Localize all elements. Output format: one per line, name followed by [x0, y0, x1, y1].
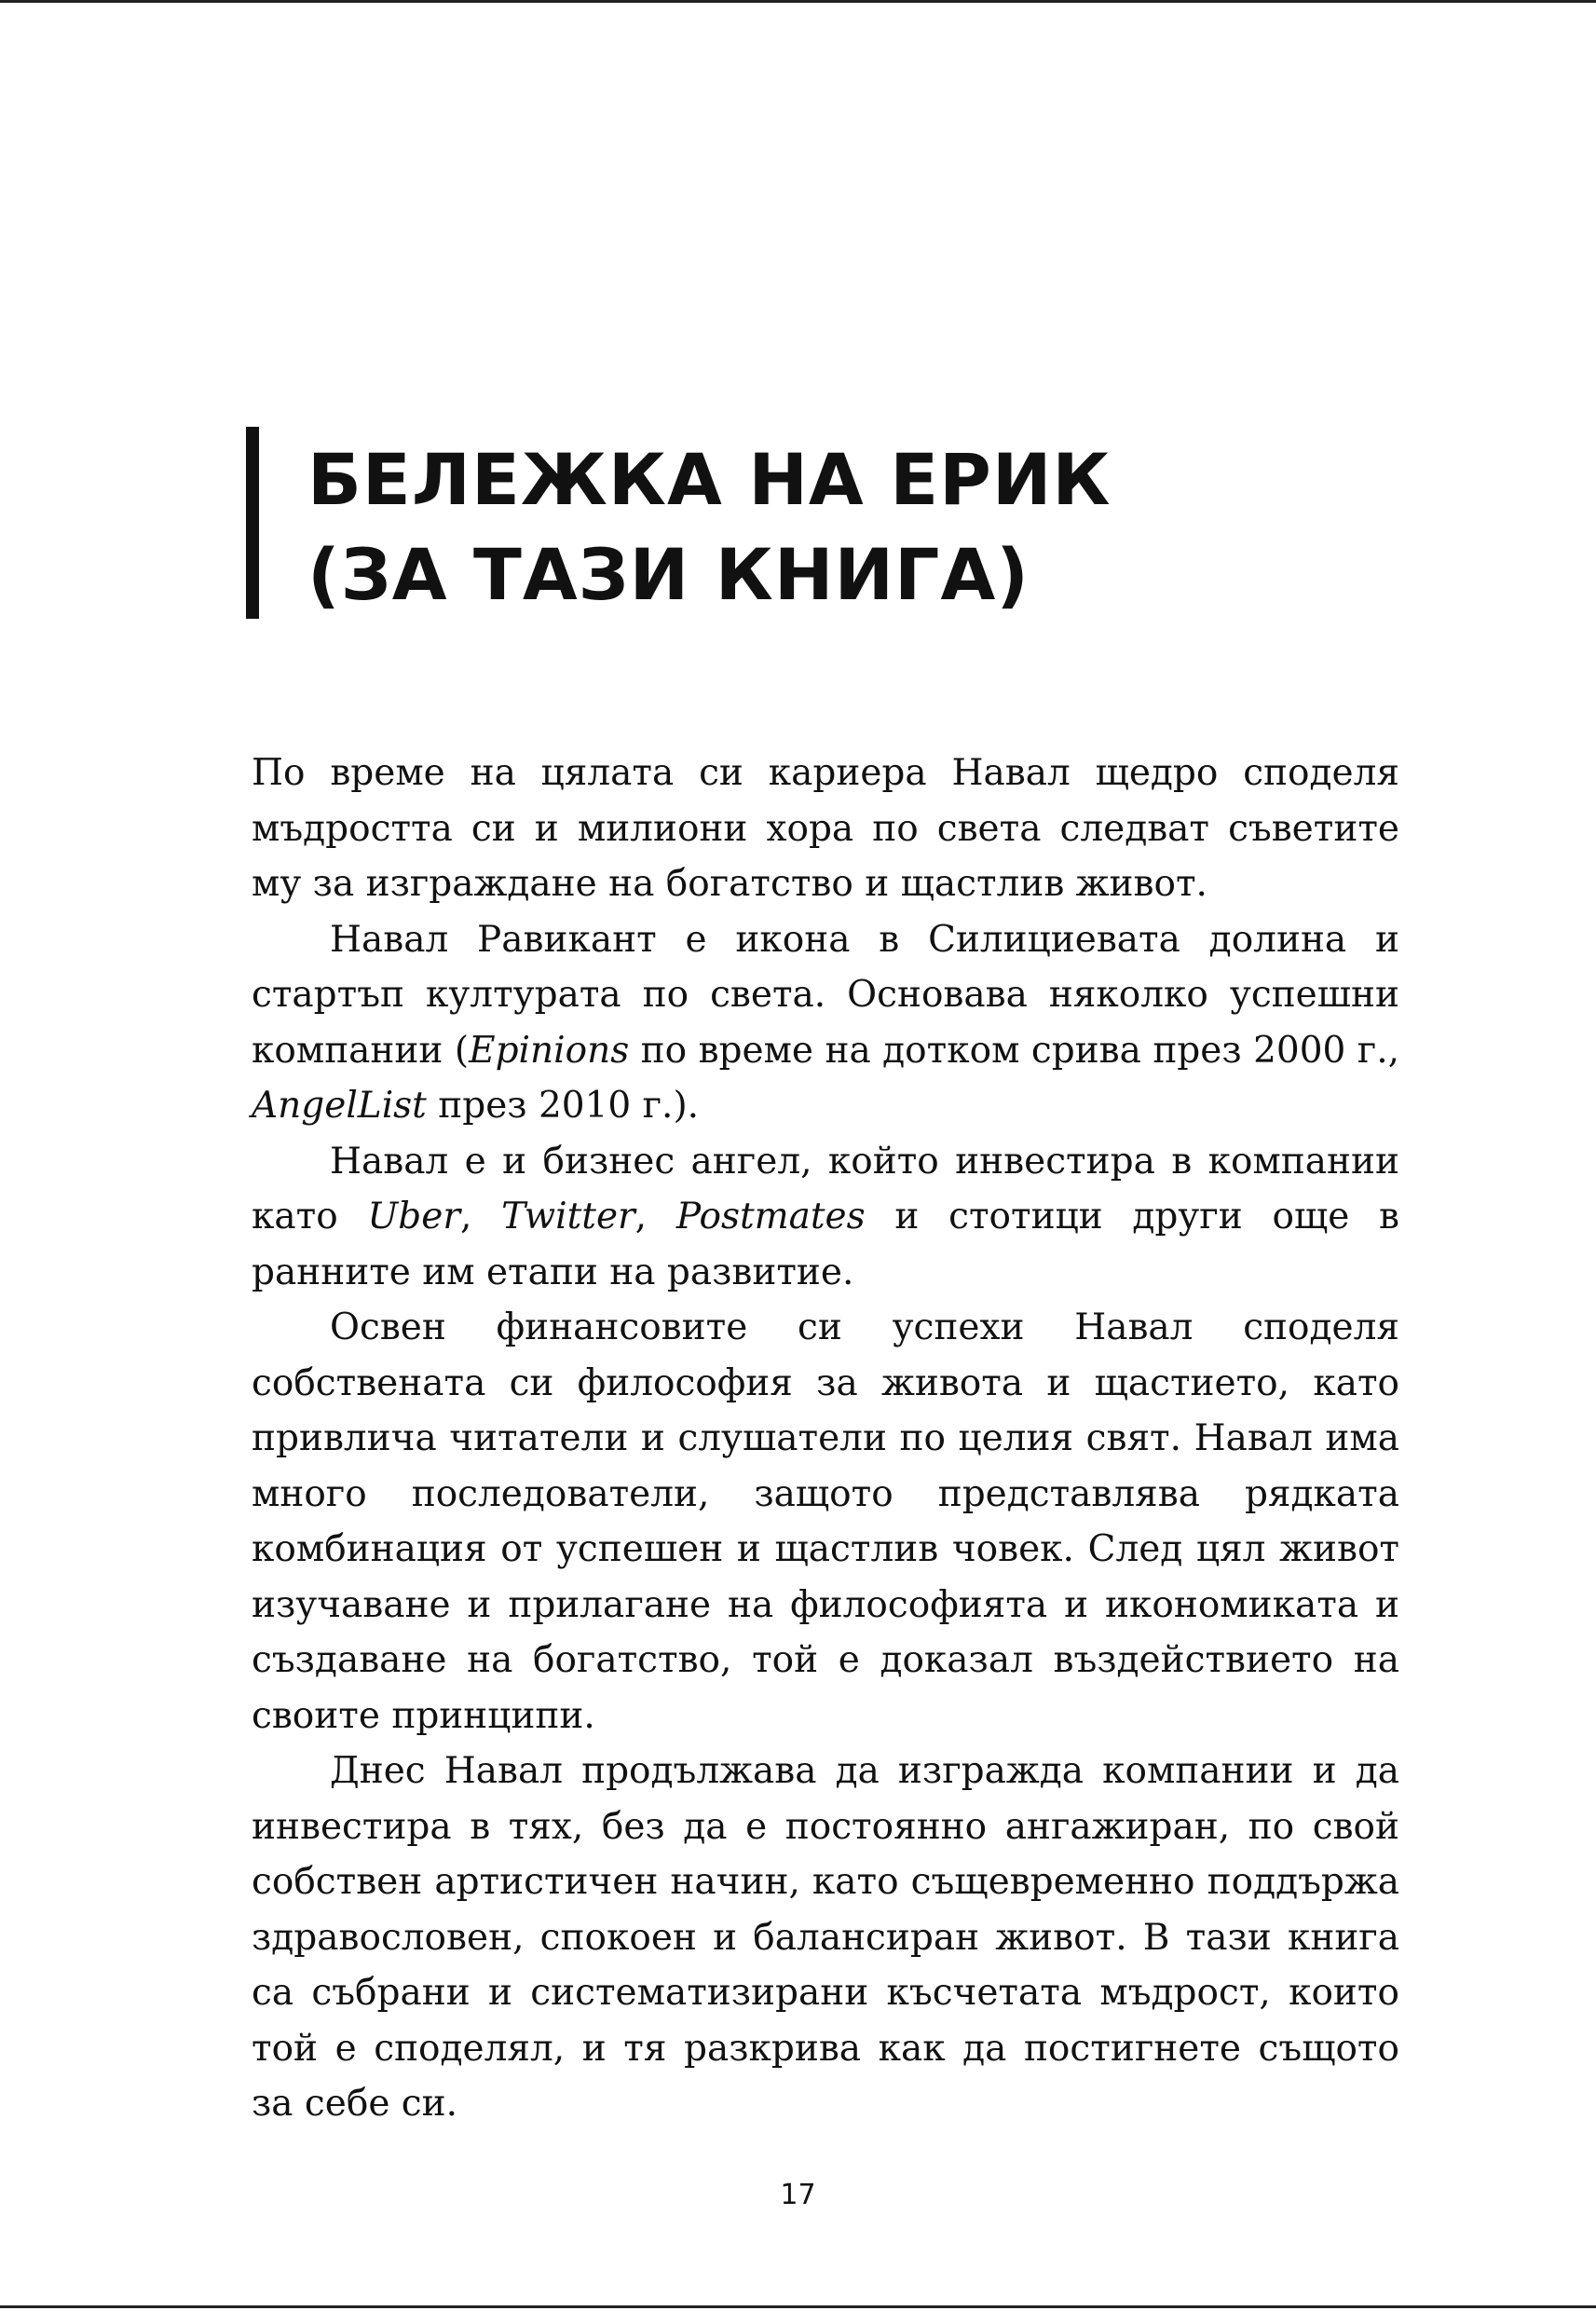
text-run: Навал е и бизнес ангел, който инвестира в компании като: [252, 1140, 1399, 1238]
text-run: ,: [459, 1196, 502, 1238]
text-run: и стотици други още в ранните им етапи на развитие.: [252, 1196, 1399, 1293]
chapter-heading: [246, 427, 1457, 619]
text-run: По време на цялата си кариера Навал щедро споделя мъдростта си и милиони хора по света следват съветите му за изграждане на богатство и щастлив живот.: [252, 752, 1399, 905]
italic-term: Twitter: [501, 1196, 635, 1238]
chapter-title-line-1: БЕЛЕЖКА НА ЕРИК: [307, 438, 1112, 521]
body-text: [252, 745, 1399, 2132]
text-run: през 2010 г.).: [426, 1085, 700, 1127]
italic-term: Uber: [367, 1196, 460, 1238]
page-number: 17: [780, 2179, 816, 2211]
text-run: Освен финансовите си успехи Навал споделя собствената си философия за живота и щастието, като привлича читатели и слушатели по целия свят. Навал има много последователи, защото представлява рядката комбинация от успешен и щастлив човек. След цял живот изучаване и прилагане на философията и икономиката и създаване на богатство, той е доказал въздействието на своите принципи.: [252, 1306, 1399, 1737]
italic-term: Epinions: [469, 1029, 630, 1072]
paragraph: [252, 1300, 1399, 1744]
text-run: по време на дотком срива през 2000 г.,: [629, 1029, 1400, 1072]
chapter-title: [307, 432, 1112, 622]
paragraph: [252, 1744, 1399, 2132]
italic-term: Postmates: [675, 1196, 866, 1238]
paragraph: [252, 912, 1399, 1134]
chapter-title-line-2: (ЗА ТАЗИ КНИГА): [307, 533, 1030, 616]
text-run: Днес Навал продължава да изгражда компании и да инвестира в тях, без да е постоянно ангажиран, по свой собствен артистичен начин, като същевременно поддържа здравословен, спокоен и балансиран живот. В тази книга са събрани и систематизирани късчетата мъдрост, които той е споделял, и тя разкрива как да постигнете същото за себе си.: [252, 1750, 1399, 2125]
page-border-bottom: [0, 2305, 1596, 2308]
text-run: Навал Равикант е икона в Силициевата долина и стартъп културата по света. Основава няколко успешни компании (: [252, 918, 1399, 1072]
heading-accent-bar: [246, 427, 259, 619]
text-run: ,: [634, 1196, 676, 1238]
italic-term: AngelList: [252, 1085, 427, 1127]
paragraph: [252, 745, 1399, 912]
paragraph: [252, 1134, 1399, 1301]
page-border-top: [0, 0, 1596, 3]
